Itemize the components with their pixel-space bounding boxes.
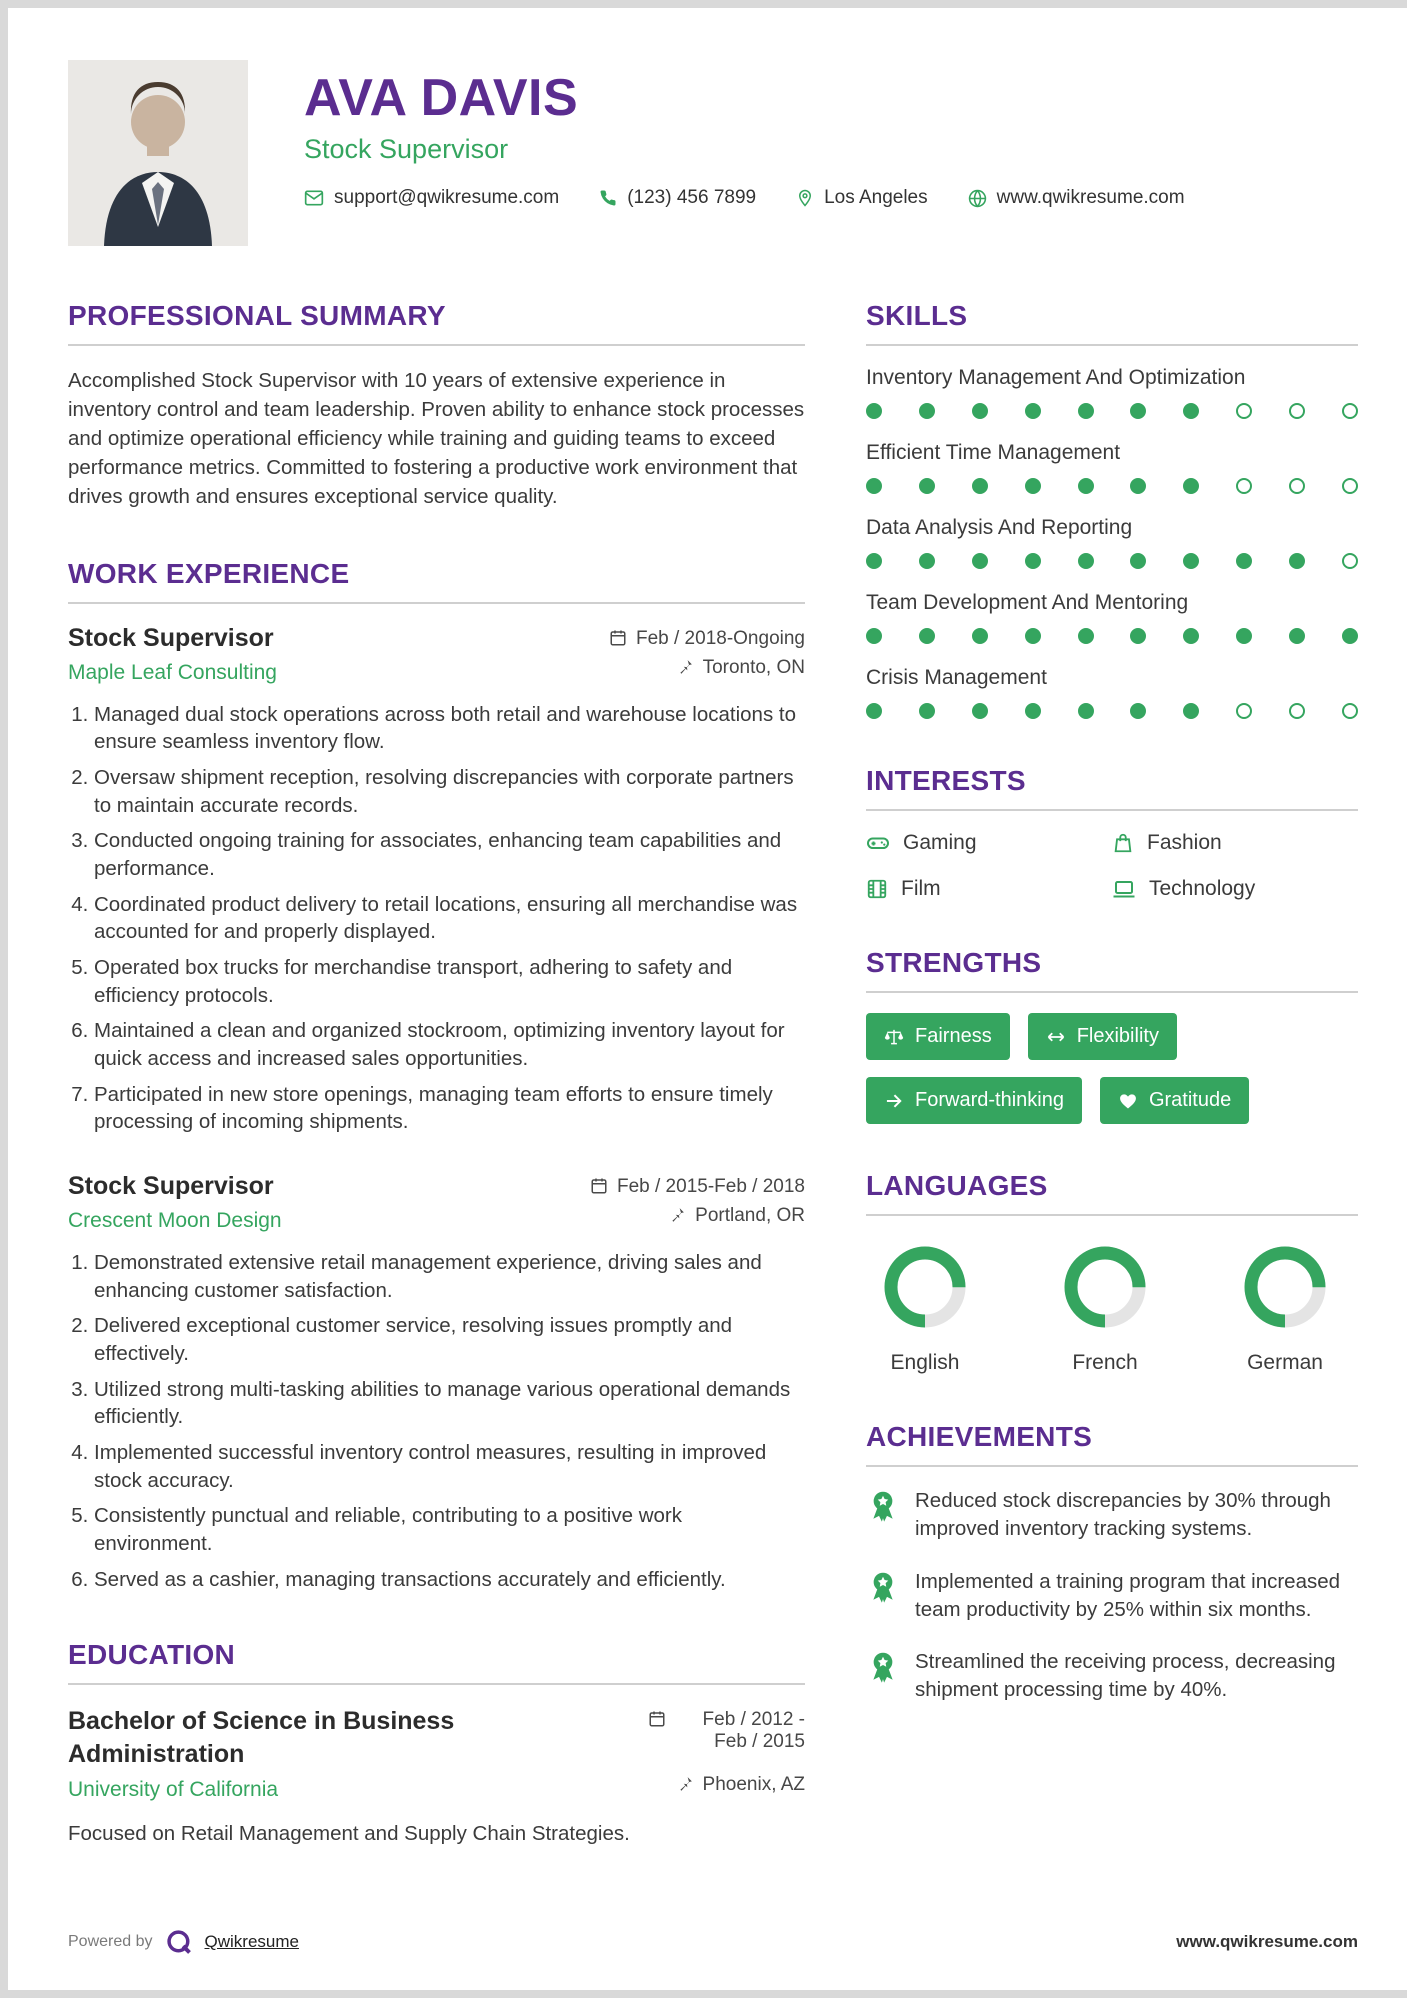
pushpin-icon [677,1775,694,1792]
strength-badge [1100,1077,1249,1124]
language-item [1240,1242,1330,1375]
job-dates: Feb / 2018-Ongoing [609,628,805,650]
skill-dot [866,628,882,644]
contact-website[interactable]: www.qwikresume.com [968,187,1185,209]
interest-item [1112,877,1358,901]
footer [68,1928,1358,1956]
skill-dot [1236,478,1252,494]
skill-dot [972,403,988,419]
section-work-experience [68,558,805,1594]
shopping-bag-icon [1112,832,1134,854]
skill-dot [1078,403,1094,419]
skill-item [866,441,1358,494]
medal-icon [866,1650,900,1705]
skill-dot [1289,628,1305,644]
achievement-item [866,1568,1358,1625]
skill-dot [1342,628,1358,644]
skill-level-dots [866,703,1358,719]
contact-phone[interactable]: (123) 456 7899 [599,187,756,209]
interest-label: Technology [1149,877,1256,900]
interest-label: Fashion [1147,831,1222,854]
achievement-item [866,1487,1358,1544]
language-label: French [1072,1351,1138,1374]
section-heading: SKILLS [866,300,1358,346]
skill-dot [1289,478,1305,494]
skill-dot [1025,553,1041,569]
job-bullet: 5. Consistently punctual and reliable, contributing to a positive work environment. [94,1502,805,1557]
job-bullet: 7. Participated in new store openings, managing team efforts to ensure timely processing of incoming shipments. [94,1081,805,1136]
scales-icon [884,1027,904,1047]
skill-dot [1130,628,1146,644]
skill-dot [1289,403,1305,419]
map-pin-icon [796,188,814,208]
education-location: Phoenix, AZ [677,1774,805,1796]
skill-dot [1078,478,1094,494]
skill-dot [1342,553,1358,569]
skill-dot [1183,703,1199,719]
job-bullet: 3. Conducted ongoing training for associates, enhancing team capabilities and performance. [94,827,805,882]
skill-dot [972,553,988,569]
job-bullet: 3. Utilized strong multi-tasking abilities to manage various operational demands efficiently. [94,1376,805,1431]
job-location: Toronto, ON [677,657,805,679]
section-education [68,1639,805,1848]
section-languages [866,1170,1358,1375]
job-title: Stock Supervisor [68,623,274,652]
strength-badge [1028,1013,1177,1060]
pushpin-icon [669,1206,686,1223]
job-bullet: 6. Maintained a clean and organized stockroom, optimizing inventory layout for quick access and increased sales opportunities. [94,1017,805,1072]
skill-dot [1342,403,1358,419]
achievement-text: Streamlined the receiving process, decreasing shipment processing time by 40%. [915,1650,1336,1702]
skill-item [866,516,1358,569]
skill-dot [1342,478,1358,494]
section-professional-summary [68,300,805,512]
calendar-icon [609,629,627,647]
achievement-text: Implemented a training program that increased team productivity by 25% within six months. [915,1569,1341,1621]
interest-item [866,831,1112,855]
education-dates: Feb / 2012 - Feb / 2015 [648,1709,805,1753]
skill-dot [1025,403,1041,419]
language-level-donut [1240,1242,1330,1332]
strength-label: Fairness [915,1025,992,1047]
qwikresume-brand-link[interactable]: Qwikresume [204,1932,299,1951]
pushpin-icon [677,658,694,675]
resume-page [8,8,1407,1990]
strength-badge [866,1013,1010,1060]
job-bullet: 4. Implemented successful inventory control measures, resulting in improved stock accuracy. [94,1439,805,1494]
arrow-right-icon [884,1091,904,1111]
section-heading: ACHIEVEMENTS [866,1421,1358,1467]
qwikresume-logo-icon [165,1928,193,1956]
skill-name: Team Development And Mentoring [866,591,1189,614]
skill-dot [1236,553,1252,569]
job-company: Maple Leaf Consulting [68,660,277,684]
medal-icon [866,1489,900,1544]
medal-icon [866,1570,900,1625]
interest-label: Gaming [903,831,977,854]
education-note: Focused on Retail Management and Supply Chain Strategies. [68,1822,630,1846]
globe-icon [968,189,987,208]
skill-dot [1183,478,1199,494]
skill-dot [1025,703,1041,719]
footer-website-link[interactable]: www.qwikresume.com [1176,1932,1358,1951]
skill-dot [1130,478,1146,494]
job-company: Crescent Moon Design [68,1208,282,1232]
job-bullet: 1. Demonstrated extensive retail management experience, driving sales and enhancing customer satisfaction. [94,1249,805,1304]
skill-dot [1342,703,1358,719]
job-bullet: 5. Operated box trucks for merchandise transport, adhering to safety and efficiency protocols. [94,954,805,1009]
section-heading: STRENGTHS [866,947,1358,993]
envelope-icon [304,188,324,208]
left-right-arrow-icon [1046,1027,1066,1047]
job-bullet: 2. Oversaw shipment reception, resolving discrepancies with corporate partners to maintain accurate records. [94,764,805,819]
language-label: German [1247,1351,1323,1374]
skill-dot [972,478,988,494]
achievement-item [866,1648,1358,1705]
job-bullet: 2. Delivered exceptional customer service, resolving issues promptly and effectively. [94,1312,805,1367]
language-item [1060,1242,1150,1375]
interest-item [866,877,1112,901]
achievement-text: Reduced stock discrepancies by 30% through improved inventory tracking systems. [915,1489,1331,1541]
skill-dot [1289,553,1305,569]
skill-dot [919,478,935,494]
language-item [880,1242,970,1375]
job-bullet-list [68,1249,805,1593]
skill-dot [1236,403,1252,419]
gamepad-icon [866,831,890,855]
candidate-name: AVA DAVIS [304,69,579,127]
phone-icon [599,189,617,207]
candidate-title: Stock Supervisor [304,134,509,164]
skill-dot [1078,553,1094,569]
profile-photo-placeholder [68,60,248,246]
section-heading: EDUCATION [68,1639,805,1685]
skill-name: Efficient Time Management [866,441,1121,464]
skill-dot [1183,628,1199,644]
laptop-icon [1112,877,1136,901]
header [68,60,1358,246]
section-skills [866,300,1358,719]
summary-text: Accomplished Stock Supervisor with 10 years of extensive experience in inventory control and team leadership. Proven ability to enhance stock processes and optimize operational efficiency while training and guiding teams to exceed performance metrics. Committed to fostering a productive work environment that drives growth and ensures exceptional service quality. [68,369,805,509]
skill-level-dots [866,553,1358,569]
strength-badge [866,1077,1082,1124]
skill-dot [919,553,935,569]
skill-dot [866,553,882,569]
section-heading: WORK EXPERIENCE [68,558,805,604]
calendar-icon [590,1177,608,1195]
section-interests [866,765,1358,901]
skill-dot [1130,553,1146,569]
language-level-donut [880,1242,970,1332]
skill-level-dots [866,628,1358,644]
skill-dot [1130,403,1146,419]
skill-item [866,366,1358,419]
interest-label: Film [901,877,941,900]
strength-label: Gratitude [1148,1089,1232,1111]
section-achievements [866,1421,1358,1705]
skill-dot [1183,403,1199,419]
job-bullet: 4. Coordinated product delivery to retail locations, ensuring all merchandise was accounted for and properly displayed. [94,891,805,946]
contact-email[interactable]: support@qwikresume.com [304,187,559,209]
strength-label: Forward-thinking [915,1089,1064,1111]
skill-dot [1130,703,1146,719]
section-heading: INTERESTS [866,765,1358,811]
job-bullet-list [68,701,805,1136]
skill-dot [1183,553,1199,569]
film-icon [866,878,888,900]
skill-dot [972,628,988,644]
skill-dot [1236,703,1252,719]
skill-item [866,591,1358,644]
skill-dot [919,628,935,644]
powered-by-label: Powered by [68,1933,153,1950]
job-bullet: 1. Managed dual stock operations across both retail and warehouse locations to ensure seamless inventory flow. [94,701,805,756]
calendar-icon [648,1710,666,1728]
skill-dot [1236,628,1252,644]
skill-dot [1289,703,1305,719]
skill-item [866,666,1358,719]
section-strengths [866,947,1358,1124]
skill-dot [1025,628,1041,644]
skill-dot [1025,478,1041,494]
language-level-donut [1060,1242,1150,1332]
language-label: English [890,1351,960,1374]
skill-level-dots [866,403,1358,419]
section-heading: PROFESSIONAL SUMMARY [68,300,805,346]
degree-title: Bachelor of Science in Business Administration [68,1707,455,1768]
skill-name: Inventory Management And Optimization [866,366,1246,389]
skill-level-dots [866,478,1358,494]
section-heading: LANGUAGES [866,1170,1358,1216]
skill-dot [1078,703,1094,719]
skill-dot [866,703,882,719]
skill-dot [919,403,935,419]
strength-label: Flexibility [1076,1025,1159,1047]
contact-row [304,187,1185,209]
job-title: Stock Supervisor [68,1171,274,1200]
job-entry [68,624,805,1136]
profile-photo [68,60,248,246]
contact-location: Los Angeles [796,187,928,209]
job-bullet: 6. Served as a cashier, managing transactions accurately and efficiently. [94,1566,805,1594]
skill-name: Crisis Management [866,666,1047,689]
skill-dot [972,703,988,719]
skill-dot [866,478,882,494]
school-name: University of California [68,1778,279,1802]
skill-dot [919,703,935,719]
job-location: Portland, OR [669,1205,805,1227]
interest-item [1112,831,1358,855]
skill-dot [866,403,882,419]
job-dates: Feb / 2015-Feb / 2018 [590,1176,805,1198]
job-entry [68,1172,805,1593]
skill-dot [1078,628,1094,644]
skill-name: Data Analysis And Reporting [866,516,1133,539]
heart-icon [1118,1091,1138,1111]
